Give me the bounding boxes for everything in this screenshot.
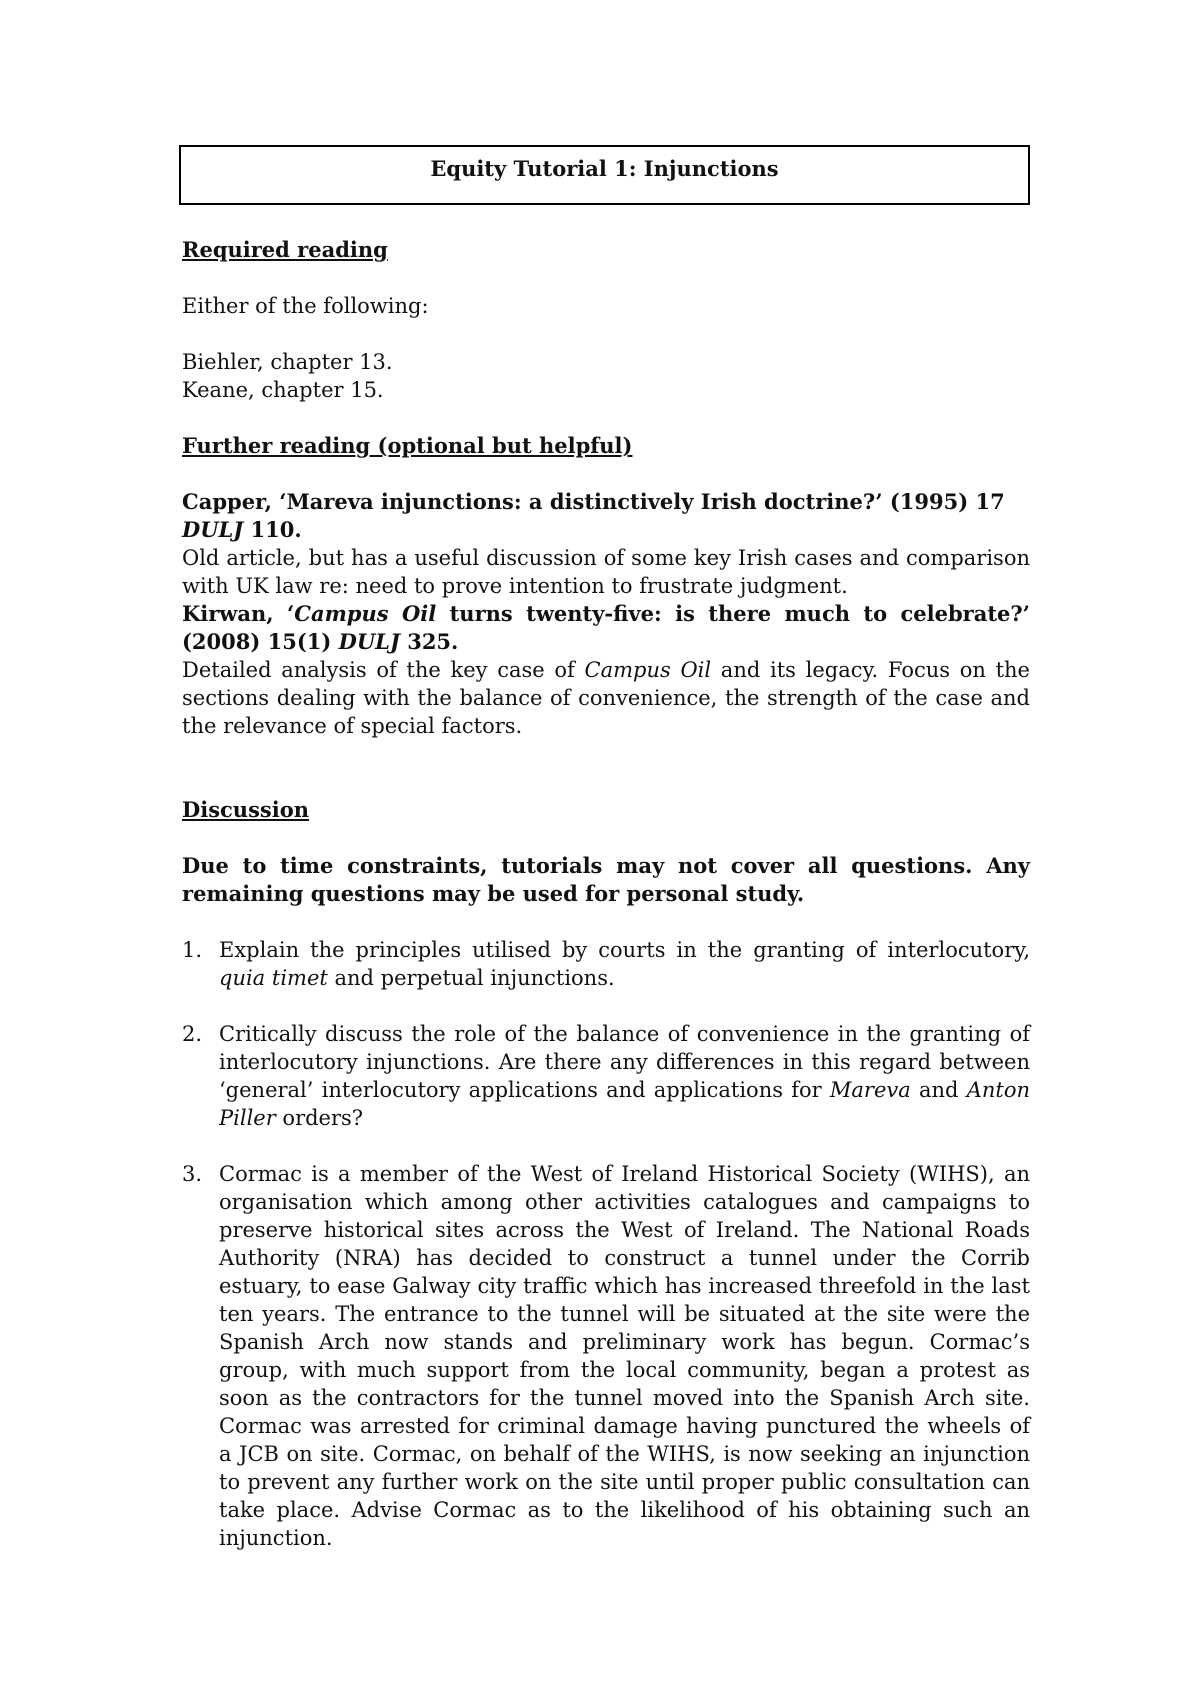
question-2 [182, 1020, 1030, 1132]
question-number: 3. [182, 1162, 203, 1186]
document-title: Equity Tutorial 1: Injunctions [430, 156, 779, 181]
required-reading-item: Keane, chapter 15. [182, 378, 384, 402]
question-number: 1. [182, 938, 203, 962]
required-reading-intro: Either of the following: [182, 294, 429, 318]
reference-description: Detailed analysis of the key case of Campus Oil and its legacy. Focus on the sections dealing with the balance of convenience, the strength of the case and the relevance of special factors. [182, 658, 1030, 738]
discussion-heading: Discussion [182, 797, 309, 822]
reference-description: Old article, but has a useful discussion of some key Irish cases and comparison with UK law re: need to prove intention to frustrate judgment. [182, 546, 1030, 598]
required-reading-item: Biehler, chapter 13. [182, 350, 393, 374]
question-number: 2. [182, 1022, 203, 1046]
question-text: Cormac is a member of the West of Ireland Historical Society (WIHS), an organisation which among other activities catalogues and campaigns to preserve historical sites across the West of Ireland. The National Roads Authority (NRA) has decided to construct a tunnel under the Corrib estuary, to ease Galway city traffic which has increased threefold in the last ten years. The entrance to the tunnel will be situated at the site were the Spanish Arch now stands and preliminary work has begun. Cormac’s group, with much support from the local community, began a protest as soon as the contractors for the tunnel moved into the Spanish Arch site. Cormac was arrested for criminal damage having punctured the wheels of a JCB on site. Cormac, on behalf of the WIHS, is now seeking an injunction to prevent any further work on the site until proper public consultation can take place. Advise Cormac as to the likelihood of his obtaining such an injunction. [219, 1162, 1030, 1550]
further-reading-heading: Further reading (optional but helpful) [182, 433, 633, 458]
question-text: Explain the principles utilised by courts in the granting of interlocutory, quia timet and perpetual injunctions. [219, 938, 1030, 990]
journal-name: DULJ [338, 629, 400, 654]
discussion-note: Due to time constraints, tutorials may not cover all questions. Any remaining questions may be used for personal study. [182, 853, 1030, 906]
required-reading-heading: Required reading [182, 237, 388, 262]
case-name: Campus Oil [584, 658, 712, 682]
reference-capper [182, 488, 1030, 600]
reference-citation: Capper, ‘Mareva injunctions: a distinctively Irish doctrine?’ (1995) 17 DULJ 110. [182, 489, 1005, 542]
question-1 [182, 936, 1030, 992]
reference-citation: Kirwan, ‘Campus Oil turns twenty-five: is there much to celebrate?’ (2008) 15(1) DULJ 325. [182, 601, 1030, 654]
journal-name: DULJ [182, 517, 244, 542]
question-3 [182, 1160, 1030, 1552]
title-box [179, 145, 1030, 205]
question-text: Critically discuss the role of the balance of convenience in the granting of interlocutory injunctions. Are there any differences in this regard between ‘general’ interlocutory applications and applications for Mareva and Anton Piller orders? [219, 1022, 1030, 1130]
case-name: Campus Oil [294, 601, 437, 626]
reference-kirwan [182, 600, 1030, 740]
